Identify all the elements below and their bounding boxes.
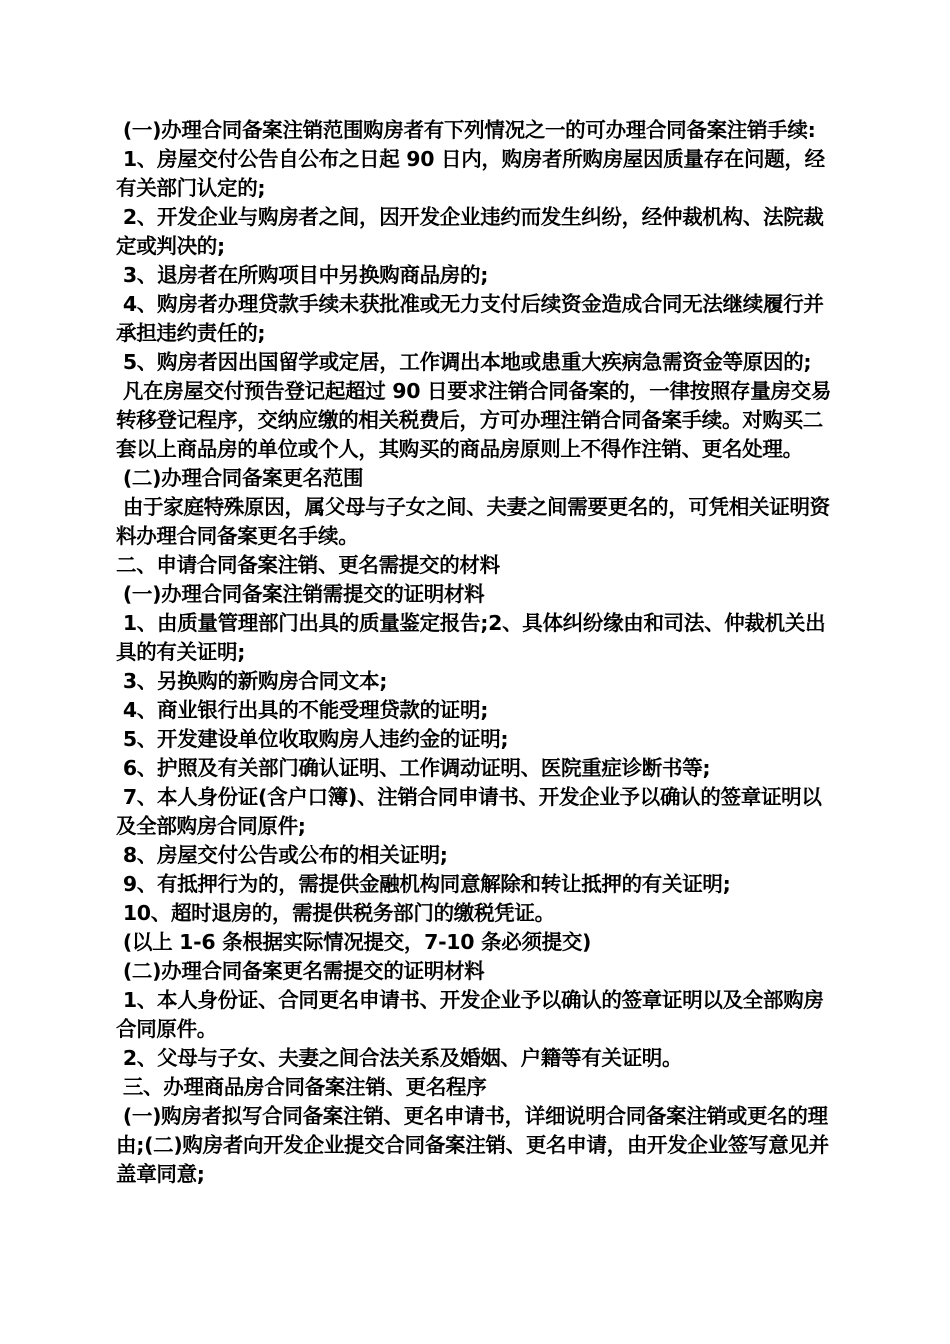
- list-item: 1、房屋交付公告自公布之日起 90 日内，购房者所购房屋因质量存在问题，经有关部门认定的;: [116, 147, 825, 200]
- paragraph: 由于家庭特殊原因，属父母与子女之间、夫妻之间需要更名的，可凭相关证明资料办理合同备案更名手续。: [116, 495, 830, 548]
- section-heading: (二)办理合同备案更名需提交的证明材料: [116, 959, 485, 983]
- list-item: 4、商业银行出具的不能受理贷款的证明;: [116, 698, 489, 722]
- note: (以上 1-6 条根据实际情况提交，7-10 条必须提交): [116, 930, 592, 954]
- list-item: 7、本人身份证(含户口簿)、注销合同申请书、开发企业予以确认的签章证明以及全部购房合同原件;: [116, 785, 822, 838]
- section-heading: (一)办理合同备案注销范围购房者有下列情况之一的可办理合同备案注销手续:: [116, 118, 816, 142]
- section-heading: (一)办理合同备案注销需提交的证明材料: [116, 582, 485, 606]
- section-heading: 二、申请合同备案注销、更名需提交的材料: [116, 553, 500, 577]
- document-body: [116, 116, 838, 1189]
- list-item: 4、购房者办理贷款手续未获批准或无力支付后续资金造成合同无法继续履行并承担违约责任的;: [116, 292, 824, 345]
- list-item: 9、有抵押行为的，需提供金融机构同意解除和转让抵押的有关证明;: [116, 872, 731, 896]
- list-item: 3、退房者在所购项目中另换购商品房的;: [116, 263, 489, 287]
- list-item: 5、购房者因出国留学或定居，工作调出本地或患重大疾病急需资金等原因的;: [116, 350, 812, 374]
- list-item: 8、房屋交付公告或公布的相关证明;: [116, 843, 448, 867]
- section-heading: (二)办理合同备案更名范围: [116, 466, 364, 490]
- list-item: 2、开发企业与购房者之间，因开发企业违约而发生纠纷，经仲裁机构、法院裁定或判决的;: [116, 205, 824, 258]
- list-item: 2、父母与子女、夫妻之间合法关系及婚姻、户籍等有关证明。: [116, 1046, 683, 1070]
- list-item: 6、护照及有关部门确认证明、工作调动证明、医院重症诊断书等;: [116, 756, 711, 780]
- list-item: 1、本人身份证、合同更名申请书、开发企业予以确认的签章证明以及全部购房合同原件。: [116, 988, 824, 1041]
- list-item: 3、另换购的新购房合同文本;: [116, 669, 388, 693]
- list-item: 1、由质量管理部门出具的质量鉴定报告;2、具体纠纷缘由和司法、仲裁机关出具的有关证明;: [116, 611, 826, 664]
- list-item: 5、开发建设单位收取购房人违约金的证明;: [116, 727, 509, 751]
- paragraph: 凡在房屋交付预告登记起超过 90 日要求注销合同备案的，一律按照存量房交易转移登记程序，交纳应缴的相关税费后，方可办理注销合同备案手续。对购买二套以上商品房的单位或个人，其购买的商品房原则上不得作注销、更名处理。: [116, 379, 832, 461]
- list-item: 10、超时退房的，需提供税务部门的缴税凭证。: [116, 901, 555, 925]
- paragraph: (一)购房者拟写合同备案注销、更名申请书，详细说明合同备案注销或更名的理由;(二)购房者向开发企业提交合同备案注销、更名申请，由开发企业签写意见并盖章同意;: [116, 1104, 829, 1186]
- section-heading: 三、办理商品房合同备案注销、更名程序: [116, 1075, 487, 1099]
